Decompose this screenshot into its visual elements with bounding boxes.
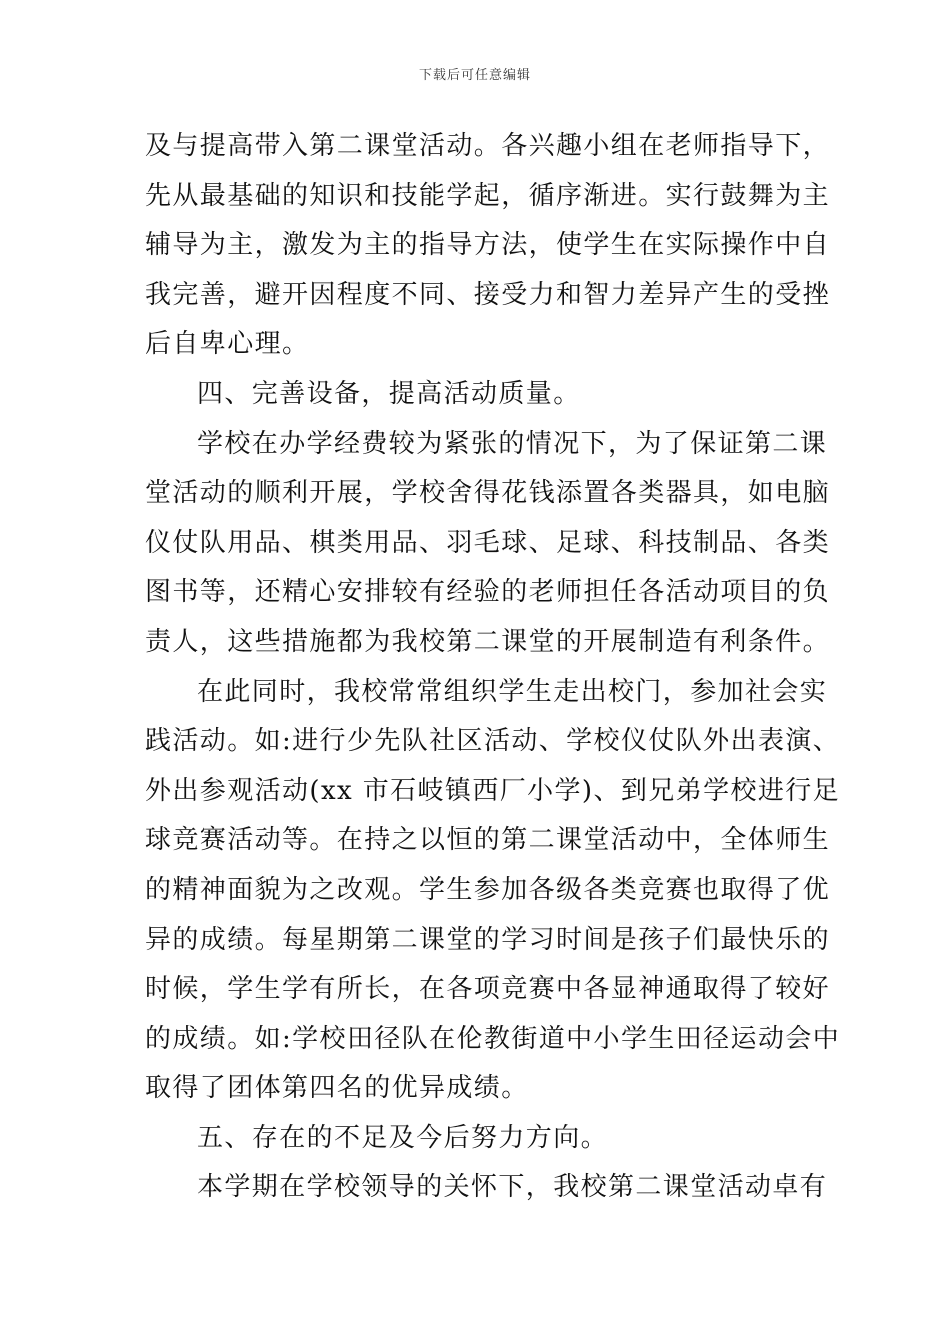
- text-line: 取得了团体第四名的优异成绩。: [145, 1073, 529, 1104]
- text-line: 本学期在学校领导的关怀下，我校第二课堂活动卓有: [197, 1172, 828, 1203]
- text-line: 异的成绩。每星期第二课堂的学习时间是孩子们最快乐的: [145, 924, 831, 955]
- text-line: 的成绩。如:学校田径队在伦教街道中小学生田径运动会中: [145, 1023, 841, 1054]
- text-line: 球竞赛活动等。在持之以恒的第二课堂活动中，全体师生: [145, 825, 831, 856]
- text-line: 图书等，还精心安排较有经验的老师担任各活动项目的负: [145, 577, 831, 608]
- text-line: 外出参观活动(xx 市石岐镇西厂小学)、到兄弟学校进行足: [145, 775, 841, 806]
- text-line: 先从最基础的知识和技能学起，循序渐进。实行鼓舞为主: [145, 180, 831, 211]
- page-header: 下载后可任意编辑: [418, 68, 531, 83]
- section-heading: 五、存在的不足及今后努力方向。: [197, 1122, 609, 1153]
- document-body: [145, 122, 841, 1213]
- text-line: 学校在办学经费较为紧张的情况下，为了保证第二课: [197, 428, 828, 459]
- text-line: 时候，学生学有所长，在各项竞赛中各显神通取得了较好: [145, 974, 831, 1005]
- text-line: 我完善，避开因程度不同、接受力和智力差异产生的受挫: [145, 279, 831, 310]
- text-line: 仪仗队用品、棋类用品、羽毛球、足球、科技制品、各类: [145, 527, 831, 558]
- text-line: 的精神面貌为之改观。学生参加各级各类竞赛也取得了优: [145, 874, 831, 905]
- text-line: 责人，这些措施都为我校第二课堂的开展制造有利条件。: [145, 626, 831, 657]
- text-line: 在此同时，我校常常组织学生走出校门，参加社会实: [197, 676, 828, 707]
- section-heading: 四、完善设备，提高活动质量。: [197, 378, 581, 409]
- text-line: 堂活动的顺利开展，学校舍得花钱添置各类器具，如电脑: [145, 478, 831, 509]
- text-line: 辅导为主，激发为主的指导方法，使学生在实际操作中自: [145, 230, 831, 261]
- text-line: 后自卑心理。: [145, 329, 310, 360]
- text-line: 及与提高带入第二课堂活动。各兴趣小组在老师指导下，: [145, 131, 831, 161]
- text-line: 践活动。如:进行少先队社区活动、学校仪仗队外出表演、: [145, 726, 841, 757]
